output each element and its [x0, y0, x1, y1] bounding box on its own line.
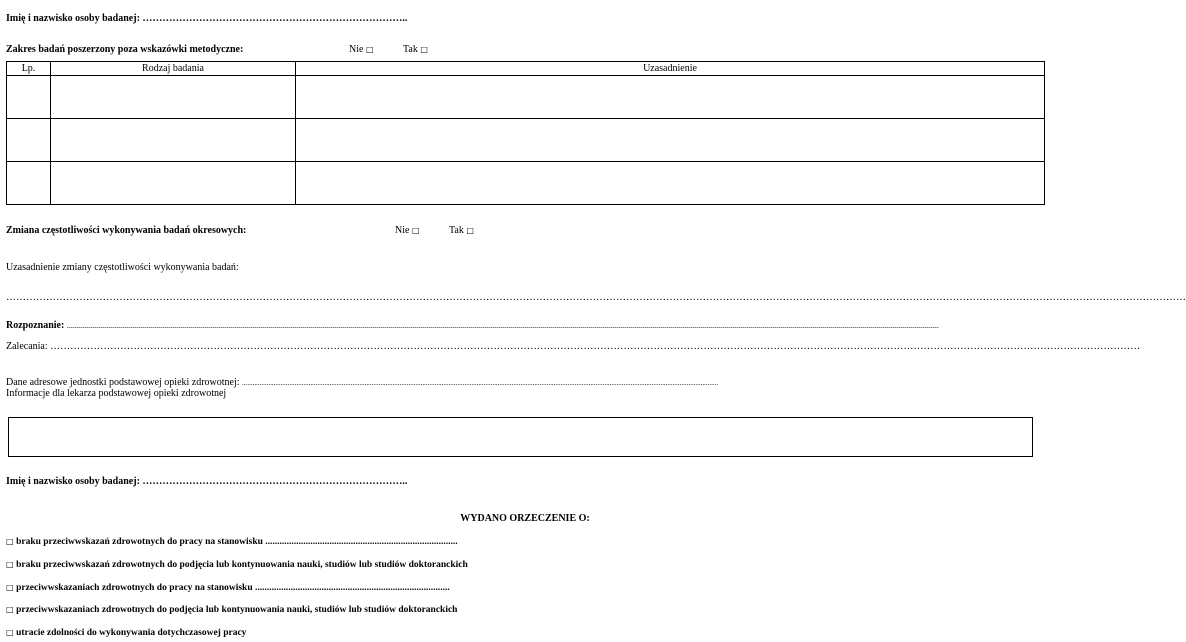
name-line [6, 13, 407, 25]
frequency-no-checkbox[interactable]: □ [411, 226, 420, 235]
frequency-justification-field[interactable]: ………………………………………………………………………………………………………………………………………………………………………………………………………………………………………………………………………………………………………………………… [6, 292, 1186, 303]
name-label-2: Imię i nazwisko osoby badanej: [6, 476, 140, 487]
table-row [7, 162, 1045, 205]
verdict-checkbox[interactable]: □ [6, 583, 14, 592]
verdict-checkbox[interactable]: □ [6, 628, 14, 637]
verdict-checkbox[interactable]: □ [6, 560, 14, 569]
verdict-option[interactable] [6, 582, 450, 594]
verdict-option-label: utracie zdolności do wykonywania dotychczasowej pracy [16, 628, 247, 638]
name-field[interactable]: …………………………………………………………………….. [142, 13, 408, 24]
header-justification: Uzasadnienie [296, 62, 1045, 76]
cell-lp[interactable] [7, 119, 51, 162]
scope-no-checkbox[interactable]: □ [365, 45, 374, 54]
diagnosis-field[interactable]: .................................................................................................................................................................................................................................................................................................................................................................................................................................................... [66, 321, 939, 330]
verdict-option-label: przeciwwskazaniach zdrowotnych do podjęcia lub kontynuowania nauki, studiów lub studiów doktoranckich [16, 605, 458, 615]
scope-yes-option[interactable] [403, 44, 428, 56]
primary-care-address-field[interactable]: ................................................................................................................................................................................................................................................................................ [242, 379, 719, 387]
frequency-yes-option[interactable] [449, 225, 474, 237]
verdict-checkbox[interactable]: □ [6, 537, 14, 546]
primary-care-info-box[interactable] [8, 417, 1033, 457]
cell-exam-type[interactable] [51, 119, 296, 162]
name-line-2 [6, 476, 407, 488]
verdict-option-label: przeciwwskazaniach zdrowotnych do pracy na stanowisku .................................................................................. [16, 583, 450, 593]
verdict-heading: WYDANO ORZECZENIE O: [460, 513, 590, 524]
frequency-no-label: Nie [395, 225, 410, 236]
cell-exam-type[interactable] [51, 76, 296, 119]
frequency-justification-label: Uzasadnienie zmiany częstotliwości wykonywania badań: [6, 262, 239, 273]
header-exam-type: Rodzaj badania [51, 62, 296, 76]
recommendations-line [6, 341, 1141, 353]
scope-no-label: Nie [349, 44, 364, 55]
diagnosis-line [6, 320, 1044, 332]
primary-care-address-label: Dane adresowe jednostki podstawowej opieki zdrowotnej: [6, 377, 240, 388]
name-label: Imię i nazwisko osoby badanej: [6, 13, 140, 24]
recommendations-label: Zalecania: [6, 341, 48, 352]
verdict-option[interactable] [6, 604, 457, 616]
scope-no-option[interactable] [349, 44, 374, 56]
scope-yes-label: Tak [403, 44, 418, 55]
name-field-2[interactable]: …………………………………………………………………….. [142, 476, 408, 487]
cell-justification[interactable] [296, 76, 1045, 119]
recommendations-field[interactable]: ………………………………………………………………………………………………………………………………………………………………………………………………………………………………………………………………………………………………… [50, 341, 1141, 352]
scope-label: Zakres badań poszerzony poza wskazówki metodyczne: [6, 44, 244, 55]
verdict-checkbox[interactable]: □ [6, 605, 14, 614]
frequency-no-option[interactable] [395, 225, 420, 237]
frequency-yes-checkbox[interactable]: □ [466, 226, 474, 235]
table-row [7, 76, 1045, 119]
cell-exam-type[interactable] [51, 162, 296, 205]
cell-justification[interactable] [296, 119, 1045, 162]
header-lp: Lp. [7, 62, 51, 76]
diagnosis-label: Rozpoznanie: [6, 320, 65, 331]
verdict-option-label: braku przeciwwskazań zdrowotnych do podjęcia lub kontynuowania nauki, studiów lub studiów doktoranckich [16, 560, 468, 570]
verdict-option[interactable] [6, 536, 458, 548]
exams-table [6, 61, 1045, 205]
scope-line [6, 44, 243, 56]
cell-lp[interactable] [7, 162, 51, 205]
cell-lp[interactable] [7, 76, 51, 119]
primary-care-info-label: Informacje dla lekarza podstawowej opieki zdrowotnej [6, 388, 227, 399]
verdict-option[interactable] [6, 559, 468, 571]
primary-care-address-line [6, 377, 876, 389]
verdict-option[interactable] [6, 627, 246, 639]
scope-yes-checkbox[interactable]: □ [420, 45, 428, 54]
table-header-row [7, 62, 1045, 76]
table-row [7, 119, 1045, 162]
cell-justification[interactable] [296, 162, 1045, 205]
frequency-yes-label: Tak [449, 225, 464, 236]
frequency-label: Zmiana częstotliwości wykonywania badań okresowych: [6, 225, 247, 236]
verdict-option-label: braku przeciwwskazań zdrowotnych do pracy na stanowisku ................................................................................. [16, 537, 458, 547]
